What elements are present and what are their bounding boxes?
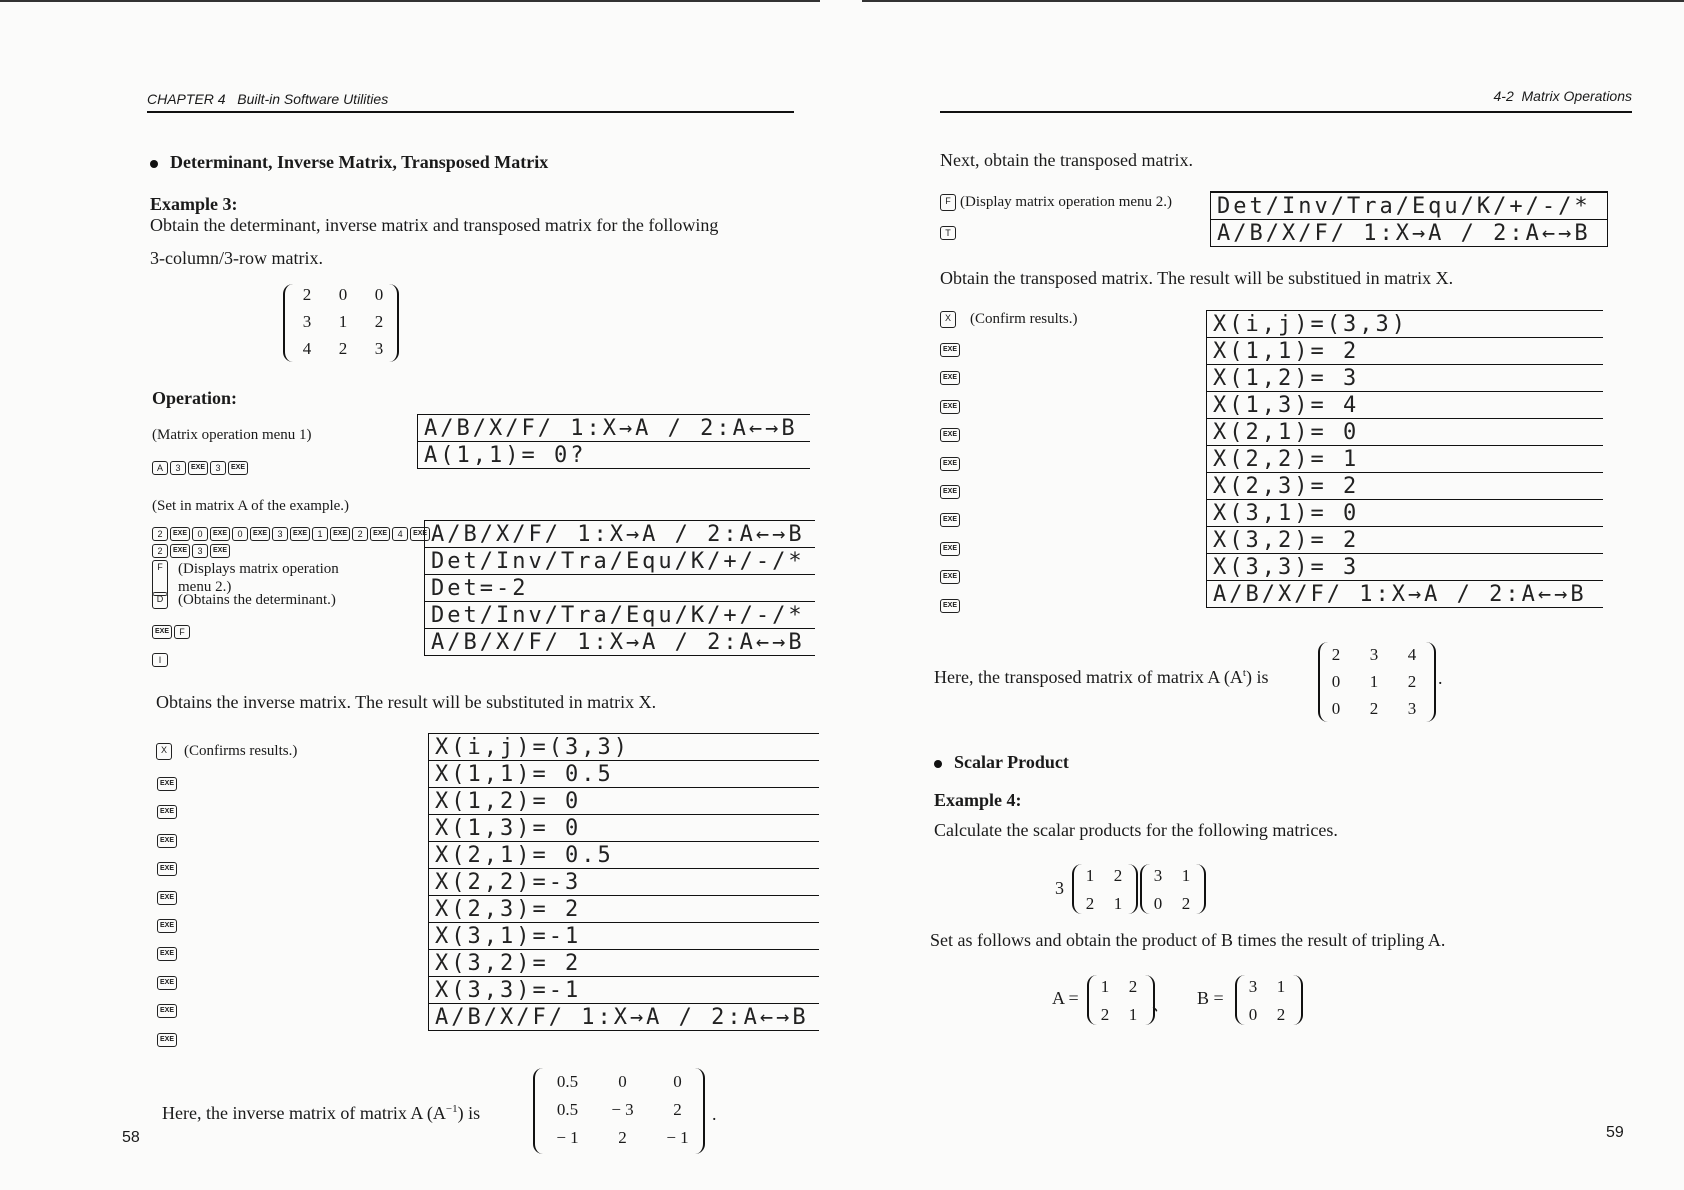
key-f: F [940,194,956,211]
key-exe: EXE [157,976,177,990]
header-rule [147,111,794,113]
matrix-cell: 4 [302,339,312,358]
matrix-cell: 3 [1248,977,1258,996]
matrix-cell: 2 [1181,894,1191,913]
key-exe: EXE [210,527,230,541]
lcd-line: Det/Inv/Tra/Equ/K/+/-/* [1211,192,1607,219]
step-t [940,224,958,242]
lcd-line: X(2,1)= 0 [1207,418,1603,445]
key-exe: EXE [330,527,350,541]
key-0: 0 [192,527,208,541]
page-number-left: 58 [122,1129,140,1146]
lcd-line: Det=-2 [425,574,815,601]
matrix-cell: 3 [374,339,384,358]
lcd-line: X(1,2)= 3 [1207,364,1603,391]
key-exe: EXE [157,919,177,933]
lcd-line: A/B/X/F/ 1:X→A / 2:A←→B [418,414,810,441]
key-t: T [940,226,956,240]
set-text: Set as follows and obtain the product of B times the result of tripling A. [930,930,1446,950]
step-f-note-1: (Displays matrix operation [178,561,339,577]
key-exe: EXE [210,544,230,558]
matrix-cell: 1 [1181,866,1191,885]
key-3: 3 [192,544,208,558]
transposed-result-text: Here, the transposed matrix of matrix A $(A^t)$ is [934,667,1269,687]
key-f: F [174,625,190,639]
page-number-right: 59 [1606,1124,1624,1141]
lcd-line: X(2,2)=-3 [429,868,819,895]
lcd-line: X(3,2)= 2 [429,949,819,976]
key-d: D [152,592,168,609]
separator: 、 [1152,994,1170,1014]
key-4: 4 [392,527,408,541]
key-i: I [152,653,168,667]
key-2: 2 [352,527,368,541]
key-1: 1 [312,527,328,541]
a-label: A = [1052,988,1079,1008]
top-edge-line [862,0,1684,2]
key-2: 2 [152,527,168,541]
key-exe: EXE [170,527,190,541]
lcd-line: X(1,3)= 0 [429,814,819,841]
key-x: X [940,311,956,328]
key-exe: EXE [157,862,177,876]
matrix-cell: 2 [1085,894,1095,913]
period: . [712,1104,717,1124]
matrix-cell: − 3 [611,1100,634,1119]
key-3: 3 [272,527,288,541]
lcd-line: X(2,2)= 1 [1207,445,1603,472]
lcd-line: X(2,3)= 2 [429,895,819,922]
key-exe: EXE [188,461,208,475]
step2-note: (Set in matrix A of the example.) [152,498,350,514]
key-exe: EXE [940,400,960,414]
transposed-text: Obtain the transposed matrix. The result will be substitued in matrix X. [940,268,1454,288]
key-exe: EXE [228,461,248,475]
matrix-cell: 0 [338,285,348,304]
key-exe: EXE [940,343,960,357]
matrix-cell: 0 [618,1072,627,1091]
lcd-line: X(3,2)= 2 [1207,526,1603,553]
step-exe-f [152,623,192,641]
matrix-cell: 2 [1369,699,1379,718]
matrix-cell: 2 [618,1128,627,1147]
matrix-cell: 4 [1407,645,1417,664]
right-page [842,0,1684,1190]
lcd-line: X(3,3)=-1 [429,976,819,1003]
key-exe: EXE [157,947,177,961]
key-exe: EXE [152,625,172,639]
lcd-display-2 [424,520,815,656]
lcd-display-3 [428,733,819,1031]
lcd-display-1 [417,414,810,469]
lcd-line: X(i,j)=(3,3) [1207,310,1603,337]
bullet-icon [150,160,158,168]
matrix-cell: 1 [1113,894,1123,913]
matrix-cell: 0 [1153,894,1163,913]
key-exe: EXE [370,527,390,541]
operation-label: Operation: [152,388,237,408]
matrix-cell: − 1 [556,1128,579,1147]
key-2: 2 [152,544,168,558]
step-d [152,592,336,609]
key-exe: EXE [940,599,960,613]
matrix-cell: 3 [302,312,312,331]
matrix-cell: 2 [1100,1005,1110,1024]
key-exe: EXE [940,485,960,499]
example-text-line-1: Obtain the determinant, inverse matrix and transposed matrix for the following [150,215,719,235]
lcd-line: A/B/X/F/ 1:X→A / 2:A←→B [425,628,815,655]
scalar-coefficient: 3 [1055,878,1064,898]
matrix-cell: 3 [1153,866,1163,885]
matrix-cell: − 1 [666,1128,689,1147]
inverse-result-text: Here, the inverse matrix of matrix A $(A^{-1})$ is [162,1103,481,1123]
key-exe: EXE [290,527,310,541]
matrix-cell: 0.5 [556,1072,579,1091]
lcd-line: X(3,1)= 0 [1207,499,1603,526]
lcd-line: Det/Inv/Tra/Equ/K/+/-/* [425,547,815,574]
key-exe: EXE [157,777,177,791]
key-exe: EXE [940,457,960,471]
header-rule [940,111,1632,113]
key-exe: EXE [170,544,190,558]
step1-note: (Matrix operation menu 1) [152,427,312,443]
top-edge-line [0,0,820,2]
matrix-cell: 0 [1248,1005,1258,1024]
next-text: Next, obtain the transposed matrix. [940,150,1193,170]
lcd-line: X(1,1)= 0.5 [429,760,819,787]
lcd-line: X(2,1)= 0.5 [429,841,819,868]
key-exe: EXE [940,513,960,527]
matrix-cell: 3 [1407,699,1417,718]
key-f: F [152,560,168,596]
key-3: 3 [170,461,186,475]
matrix-cell: 0.5 [556,1100,579,1119]
key-0: 0 [232,527,248,541]
step-f-note: (Display matrix operation menu 2.) [960,194,1173,210]
matrix-cell: 2 [673,1100,682,1119]
key-a: A [152,461,168,475]
lcd-line: X(1,1)= 2 [1207,337,1603,364]
step-i [152,651,170,669]
step1-keys [152,459,250,477]
bullet-icon [934,760,942,768]
lcd-line: X(3,1)=-1 [429,922,819,949]
step-d-note: (Obtains the determinant.) [178,592,336,608]
key-exe: EXE [410,527,430,541]
section-number: 4-2 [1493,88,1514,104]
matrix-cell: 1 [338,312,348,331]
key-exe: EXE [940,570,960,584]
example4-label: Example 4: [934,790,1022,810]
step2-keys-line-2 [152,542,232,560]
running-header-right [1494,88,1633,104]
key-exe: EXE [940,371,960,385]
matrix-cell: 1 [1085,866,1095,885]
lcd-line: Det/Inv/Tra/Equ/K/+/-/* [425,601,815,628]
lcd-line: X(1,2)= 0 [429,787,819,814]
confirm-note: (Confirm results.) [970,311,1078,327]
matrix-cell: 0 [374,285,384,304]
matrix-cell: 2 [1407,672,1417,691]
section-title: Matrix Operations [1521,88,1632,104]
matrix-cell: 1 [1276,977,1286,996]
matrix-cell: 2 [1276,1005,1286,1024]
matrix-cell: 2 [374,312,384,331]
matrix-cell: 2 [338,339,348,358]
scalar-heading: Scalar Product [934,752,1069,773]
example-label: Example 3: [150,194,238,214]
matrix-cell: 1 [1369,672,1379,691]
matrix-cell: 1 [1128,1005,1138,1024]
confirm-note: (Confirms results.) [184,743,298,759]
inverse-text: Obtains the inverse matrix. The result will be substituted in matrix X. [156,692,657,712]
b-label: B = [1197,988,1224,1008]
key-x: X [156,743,172,760]
lcd-line: X(1,3)= 4 [1207,391,1603,418]
matrix-cell: 2 [1331,645,1341,664]
lcd-line: A/B/X/F/ 1:X→A / 2:A←→B [1211,219,1607,246]
matrix-cell: 3 [1369,645,1379,664]
key-exe: EXE [157,1004,177,1018]
running-header-left [147,91,388,107]
key-exe: EXE [250,527,270,541]
lcd-line: A(1,1)= 0? [418,441,810,468]
matrix-cell: 0 [1331,699,1341,718]
lcd-line: X(2,3)= 2 [1207,472,1603,499]
key-exe: EXE [157,834,177,848]
key-exe: EXE [157,1033,177,1047]
key-exe: EXE [940,542,960,556]
step-f [152,560,339,596]
period: . [1438,668,1443,688]
step-f-note-2: menu 2.) [178,579,232,595]
step-x [156,743,297,760]
matrix-cell: 0 [1331,672,1341,691]
lcd-line: A/B/X/F/ 1:X→A / 2:A←→B [1207,580,1603,607]
lcd-line: A/B/X/F/ 1:X→A / 2:A←→B [425,520,815,547]
matrix-cell: 2 [1113,866,1123,885]
lcd-line: A/B/X/F/ 1:X→A / 2:A←→B [429,1003,819,1030]
key-exe: EXE [157,891,177,905]
matrix-cell: 1 [1100,977,1110,996]
step2-keys-line-1 [152,525,432,543]
chapter-label: CHAPTER 4 [147,91,226,107]
example4-text: Calculate the scalar products for the following matrices. [934,820,1338,840]
step-x [940,311,1077,328]
section-heading: Determinant, Inverse Matrix, Transposed Matrix [150,152,548,173]
step-f [940,194,1172,211]
matrix-cell: 2 [1128,977,1138,996]
key-exe: EXE [157,805,177,819]
example-text-line-2: 3-column/3-row matrix. [150,248,323,268]
key-exe: EXE [940,428,960,442]
key-3: 3 [210,461,226,475]
matrix-cell: 2 [302,285,312,304]
lcd-display-2 [1206,310,1603,608]
lcd-line: X(3,3)= 3 [1207,553,1603,580]
lcd-line: X(i,j)=(3,3) [429,733,819,760]
lcd-display-1 [1210,191,1608,247]
chapter-title: Built-in Software Utilities [237,91,389,107]
matrix-cell: 0 [673,1072,682,1091]
